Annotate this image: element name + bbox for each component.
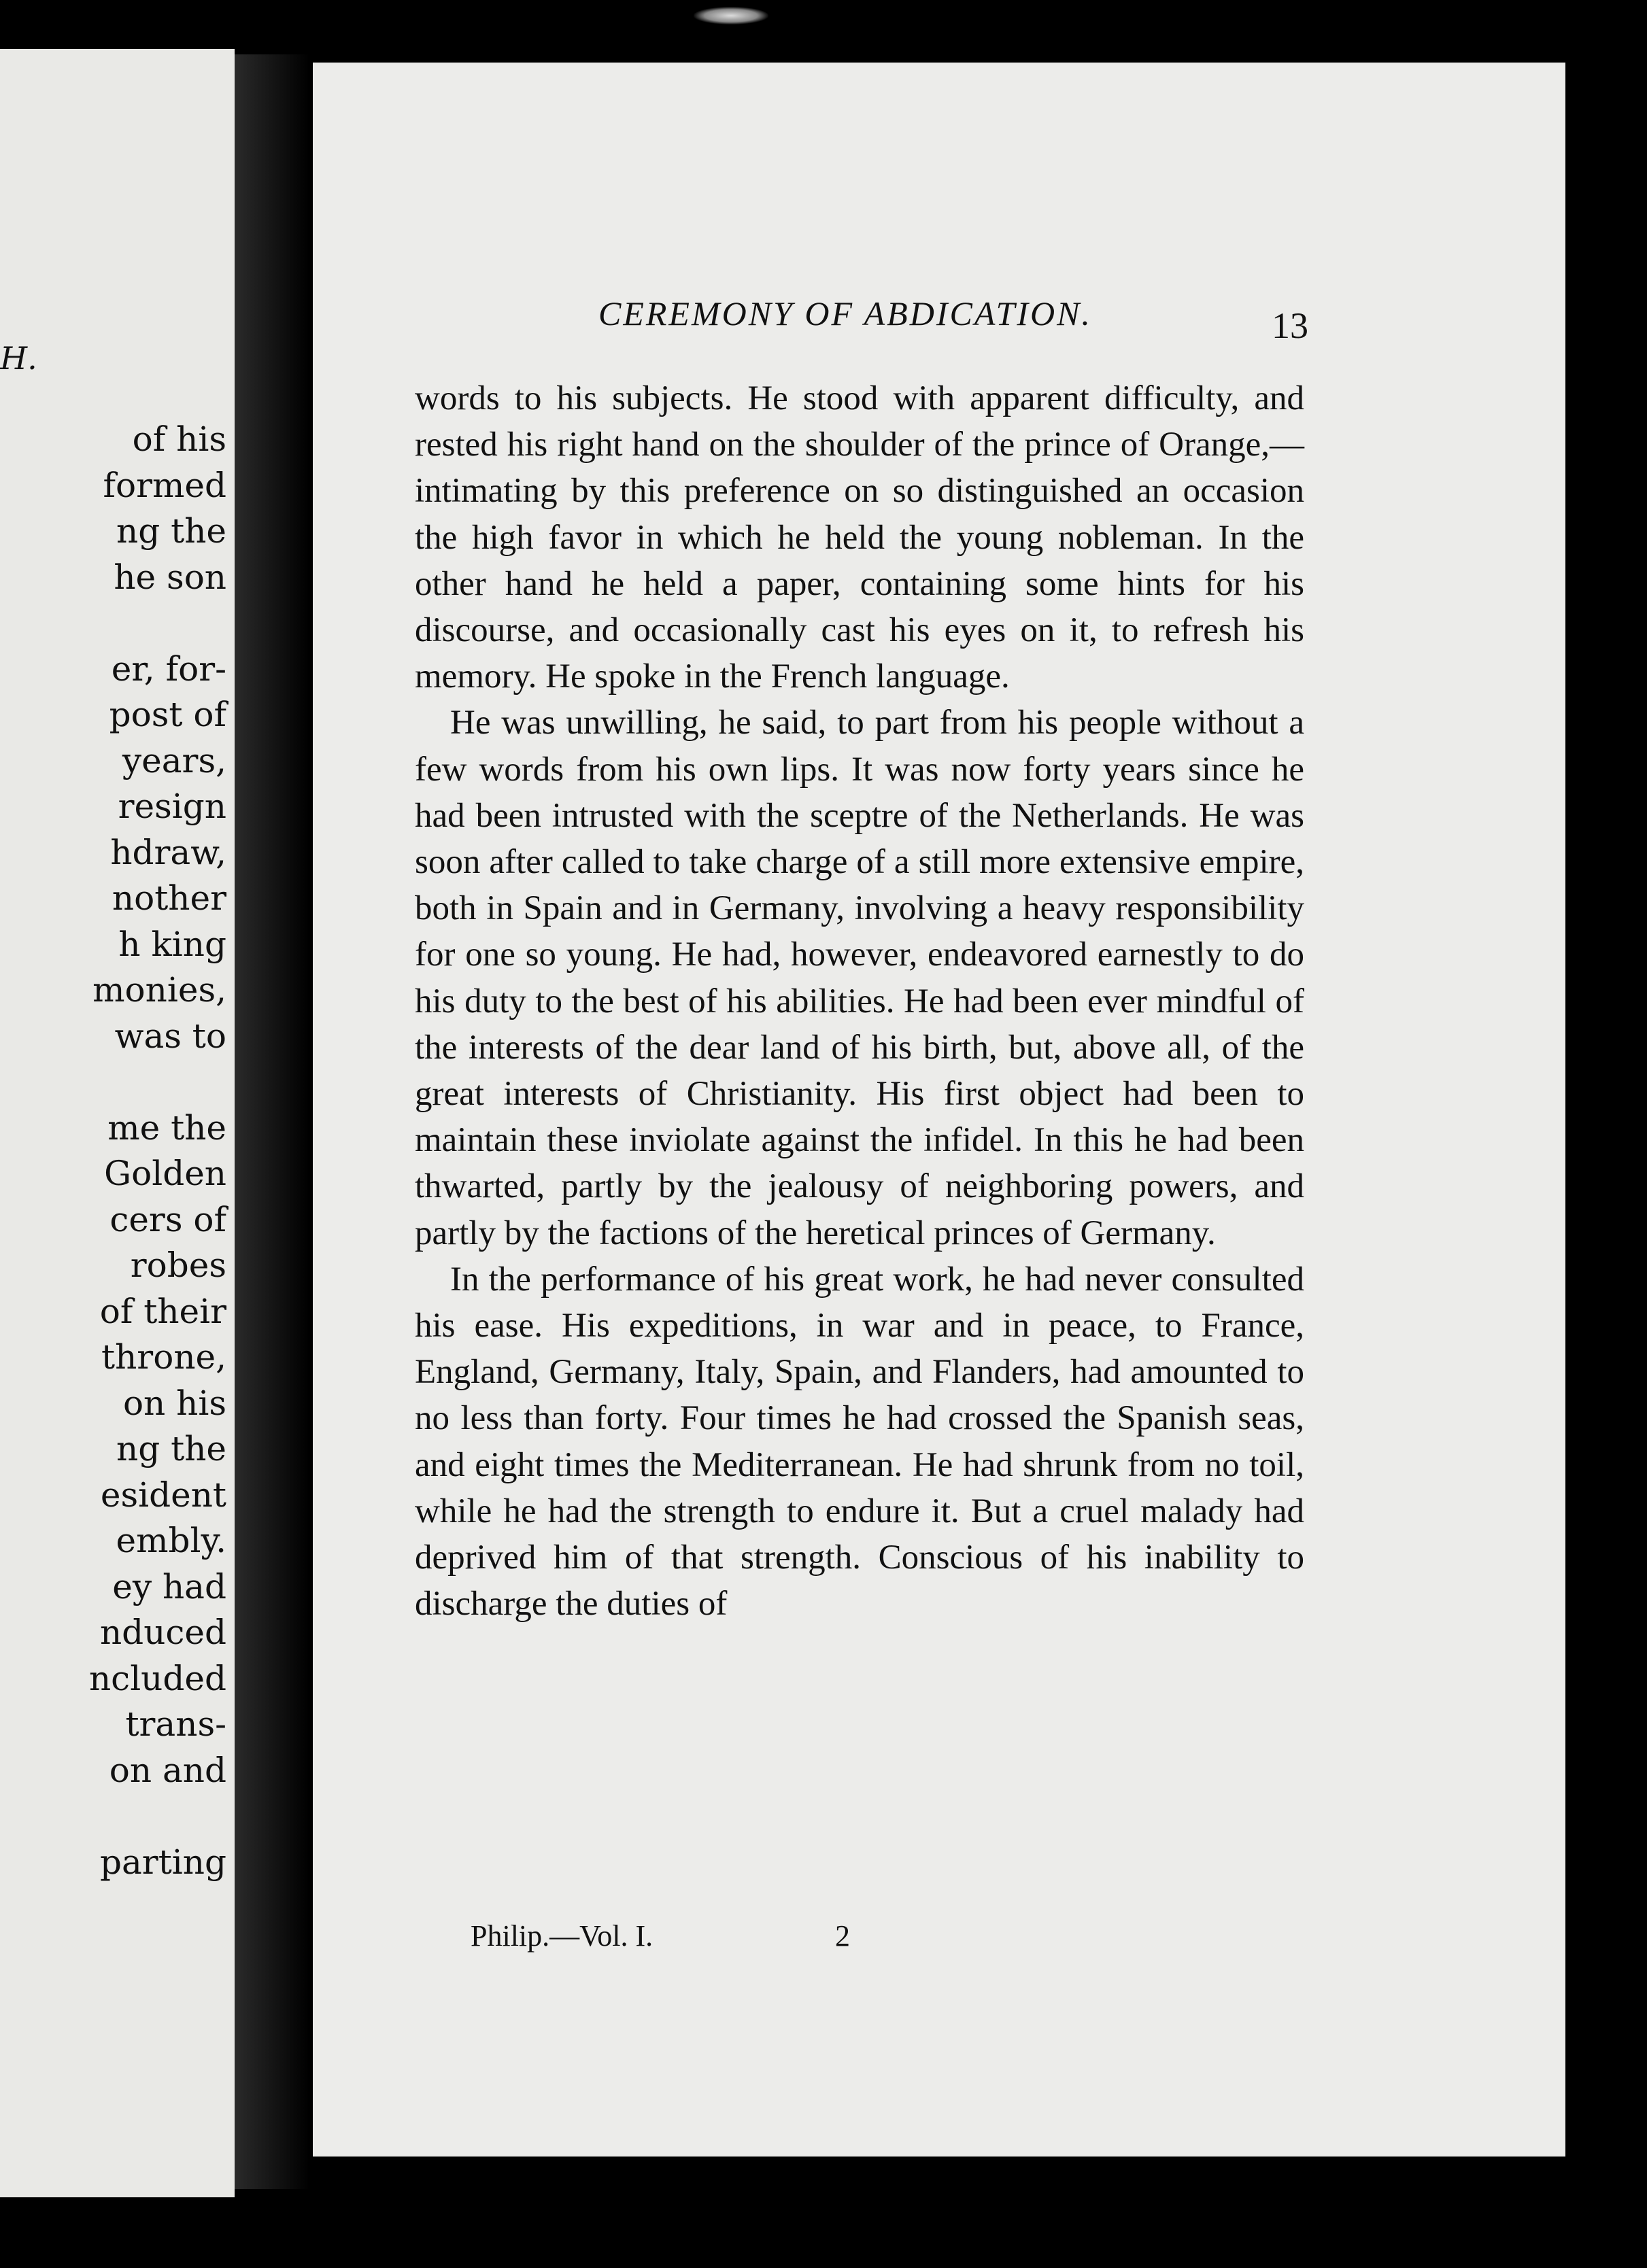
previous-page-line: cers of	[109, 1199, 226, 1239]
previous-page-line: er, for-	[111, 649, 226, 689]
previous-page-line: trans-	[125, 1704, 226, 1744]
previous-page-line: years,	[122, 740, 226, 780]
previous-page-line: was to	[114, 1016, 226, 1056]
previous-page-line: h king	[118, 924, 226, 964]
previous-page-line: of their	[99, 1291, 226, 1331]
paragraph-2: He was unwilling, he said, to part from his people without a few words from his own lips. It was now forty years since he had been intrusted with the sceptre of the Netherlands. He was soon after called to take charge of a still more extensive empire, both in Spain and in Germany, involving a heavy responsibility for one so young. He had, however, endeavored earnestly to do his duty to the best of his abilities. He had been ever mindful of the interests of the dear land of his birth, but, above all, of the great interests of Christianity. His first object had been to maintain these inviolate against the infidel. In this he had been thwarted, partly by the jealousy of neighboring powers, and partly by the factions of the heretical princes of Germany.	[415, 704, 1304, 1252]
signature-line: Philip.—Vol. I.	[471, 1919, 653, 1953]
paragraph-1: words to his subjects. He stood with apparent difficulty, and rested his right hand on the shoulder of the prince of Orange,—intimating by this preference on so distinguished an occasion the high favor in which he held the young nobleman. In the other hand he held a paper, containing some hints for his discourse, and occasionally cast his eyes on it, to refresh his memory. He spoke in the French language.	[415, 379, 1304, 696]
previous-page-line: monies,	[92, 970, 226, 1010]
previous-page-line: nother	[112, 878, 226, 918]
previous-page-line: hdraw,	[110, 832, 226, 872]
previous-page-line: robes	[130, 1245, 226, 1285]
previous-page-line: parting	[99, 1842, 226, 1882]
previous-page-header: H.	[0, 340, 37, 377]
previous-page-line: embly.	[116, 1521, 226, 1560]
previous-page-line: post of	[109, 695, 226, 734]
signature-mark: 2	[835, 1919, 850, 1953]
previous-page-line: Golden	[104, 1154, 226, 1193]
top-smudge	[694, 7, 768, 24]
previous-page-line: me the	[107, 1107, 226, 1148]
body-text	[415, 375, 1304, 1627]
previous-page-line: ey had	[112, 1566, 226, 1606]
previous-page-line: esident	[100, 1475, 226, 1515]
previous-page-line: of his	[132, 419, 226, 459]
previous-page-line: resign	[118, 787, 226, 826]
previous-page-line: he son	[114, 557, 226, 597]
running-head: CEREMONY OF ABDICATION.	[598, 294, 1092, 332]
page-number: 13	[1272, 305, 1308, 346]
previous-page-line: on and	[109, 1750, 226, 1790]
previous-page-line: on his	[122, 1383, 226, 1423]
previous-page-line: formed	[103, 465, 226, 505]
previous-page-line: nduced	[99, 1613, 226, 1652]
previous-page-line: ng the	[116, 511, 226, 551]
previous-page-line: throne,	[101, 1337, 226, 1377]
current-page	[313, 63, 1565, 2157]
book-gutter	[235, 54, 309, 2189]
previous-page-line: ng the	[116, 1429, 226, 1468]
previous-page	[0, 49, 235, 2197]
previous-page-line: ncluded	[88, 1658, 226, 1698]
paragraph-3: In the performance of his great work, he had never consulted his ease. His expeditions, in war and in peace, to France, England, Germany, Italy, Spain, and Flanders, had amounted to no less than forty. Four times he had crossed the Spanish seas, and eight times the Mediterranean. He had shrunk from no toil, while he had the strength to endure it. But a cruel malady had deprived him of that strength. Conscious of his inability to discharge the duties of	[415, 1260, 1304, 1623]
